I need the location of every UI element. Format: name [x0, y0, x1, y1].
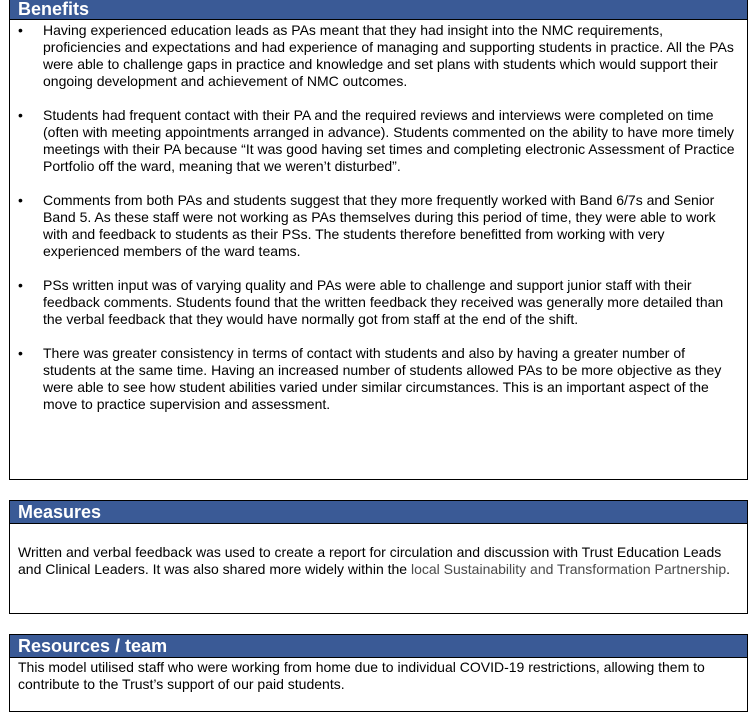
- bullet-icon: •: [18, 107, 23, 123]
- benefit-item-text: There was greater consistency in terms of contact with students and also by having a greater number of students at the same time. Having an increased number of students allowed PAs to be more objective as they were able to see how student abilities varied under similar circumstances. This is an important aspect of the move to practice supervision and assessment.: [43, 345, 722, 412]
- benefit-item-text: PSs written input was of varying quality and PAs were able to challenge and support junior staff with their feedback comments. Students found that the written feedback they received was generally more detailed than the verbal feedback that they would have normally got from staff at the end of the shift.: [43, 277, 724, 327]
- benefit-item-3: [10, 192, 747, 260]
- resources-heading: Resources / team: [10, 635, 747, 658]
- bullet-icon: •: [18, 345, 23, 361]
- resources-section: [9, 634, 748, 712]
- measures-text: [10, 524, 747, 578]
- bullet-icon: •: [18, 277, 23, 293]
- resources-text: This model utilised staff who were working from home due to individual COVID-19 restrictions, allowing them to contribute to the Trust’s support of our paid students.: [18, 659, 705, 692]
- benefit-item-5: [10, 345, 747, 413]
- benefit-item-4: [10, 277, 747, 328]
- benefit-item-2: [10, 107, 747, 175]
- benefit-item-text: Comments from both PAs and students suggest that they more frequently worked with Band 6/7s and Senior Band 5. As these staff were not working as PAs themselves during this period of time, they were able to work with and feedback to students as their PSs. The students therefore benefitted from working with very experienced members of the ward teams.: [43, 192, 716, 259]
- measures-heading: Measures: [10, 501, 747, 524]
- measures-text-highlight: local Sustainability and Transformation Partnership: [410, 561, 727, 577]
- benefits-list: [10, 22, 747, 413]
- benefits-section: [9, 0, 748, 480]
- benefits-heading: Benefits: [10, 0, 747, 20]
- measures-text-main: Written and verbal feedback was used to create a report for circulation and discussion with Trust Education Leads and Clinical Leaders. It was also shared more widely within the: [18, 544, 722, 577]
- bullet-icon: •: [18, 192, 23, 208]
- benefit-item-1: [10, 22, 747, 90]
- benefit-item-text: Students had frequent contact with their PA and the required reviews and interviews were completed on time (often with meeting appointments arranged in advance). Students commented on the ability to have more timely meetings with their PA because “It was good having set times and completing electronic Assessment of Practice Portfolio off the ward, meaning that we weren’t disturbed”.: [43, 107, 735, 174]
- measures-section: [9, 500, 748, 614]
- bullet-icon: •: [18, 22, 23, 38]
- measures-text-end: .: [726, 561, 731, 577]
- benefit-item-text: Having experienced education leads as PAs meant that they had insight into the NMC requirements, proficiencies and expectations and had experience of managing and supporting students in practice. All the PAs were able to challenge gaps in practice and knowledge and set plans with students which would support their ongoing development and achievement of NMC outcomes.: [43, 22, 734, 89]
